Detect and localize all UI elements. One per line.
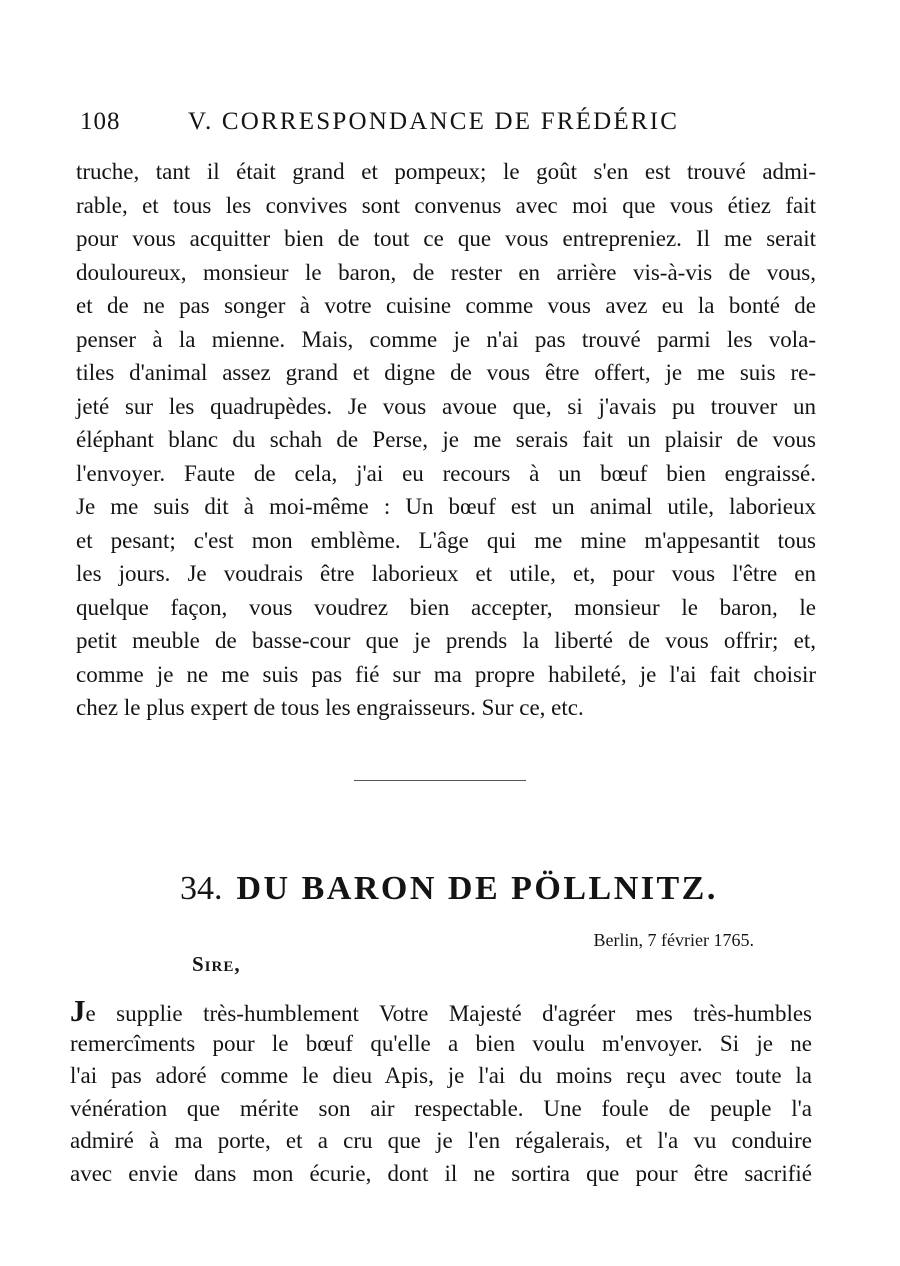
text-line: quelque façon, vous voudrez bien accepter, monsieur le baron, le xyxy=(76,594,816,620)
text-line: tiles d'animal assez grand et digne de vous être offert, je me suis re- xyxy=(76,360,816,385)
first-line-text: e supplie très-humblement Votre Majesté d'agréer mes très-humbles xyxy=(85,1001,812,1026)
text-line xyxy=(70,995,812,1028)
letter-number: 34. xyxy=(180,870,223,907)
section-divider xyxy=(354,780,526,781)
text-line: penser à la mienne. Mais, comme je n'ai pas trouvé parmi les vola- xyxy=(76,326,816,352)
text-line: douloureux, monsieur le baron, de rester en arrière vis-à-vis de vous, xyxy=(76,259,816,285)
drop-cap: J xyxy=(70,993,86,1028)
running-header xyxy=(80,108,820,136)
text-line: Je me suis dit à moi-même : Un bœuf est un animal utile, laborieux xyxy=(76,494,816,519)
text-line: rable, et tous les convives sont convenus avec moi que vous étiez fait xyxy=(76,192,816,218)
text-line: avec envie dans mon écurie, dont il ne sortira que pour être sacrifié xyxy=(70,1160,812,1186)
text-line: et pesant; c'est mon emblème. L'âge qui me mine m'appesantit tous xyxy=(76,527,816,553)
text-line: éléphant blanc du schah de Perse, je me serais fait un plaisir de vous xyxy=(76,427,816,452)
text-line: petit meuble de basse-cour que je prends la liberté de vous offrir; et, xyxy=(76,628,816,653)
page-number: 108 xyxy=(80,108,121,135)
text-line: vénération que mérite son air respectable. Une foule de peuple l'a xyxy=(70,1095,812,1121)
letter-salutation: Sire, xyxy=(192,952,241,976)
running-title: V. CORRESPONDANCE DE FRÉDÉRIC xyxy=(188,108,680,135)
text-line: chez le plus expert de tous les engraisseurs. Sur ce, etc. xyxy=(76,695,584,720)
text-line: jeté sur les quadrupèdes. Je vous avoue que, si j'avais pu trouver un xyxy=(76,393,816,419)
text-line: remercîments pour le bœuf qu'elle a bien voulu m'envoyer. Si je ne xyxy=(70,1030,812,1056)
letter-title: DU BARON DE PÖLLNITZ. xyxy=(236,870,718,907)
text-line: admiré à ma porte, et a cru que je l'en régalerais, et l'a vu conduire xyxy=(70,1128,812,1153)
text-line: et de ne pas songer à votre cuisine comme vous avez eu la bonté de xyxy=(76,293,816,318)
letter-heading xyxy=(180,870,780,908)
text-line: pour vous acquitter bien de tout ce que vous entrepreniez. Il me serait xyxy=(76,226,816,251)
text-line: l'envoyer. Faute de cela, j'ai eu recours à un bœuf bien engraissé. xyxy=(76,460,816,486)
text-line: l'ai pas adoré comme le dieu Apis, je l'ai du moins reçu avec toute la xyxy=(70,1063,812,1088)
text-line: comme je ne me suis pas fié sur ma propre habileté, je l'ai fait choisir xyxy=(76,661,816,687)
text-line: truche, tant il était grand et pompeux; le goût s'en est trouvé admi- xyxy=(76,159,816,184)
letter-dateline: Berlin, 7 février 1765. xyxy=(593,930,754,950)
continued-letter-text xyxy=(76,155,816,725)
letter-body xyxy=(70,995,812,1190)
text-line: les jours. Je voudrais être laborieux et utile, et, pour vous l'être en xyxy=(76,561,816,586)
